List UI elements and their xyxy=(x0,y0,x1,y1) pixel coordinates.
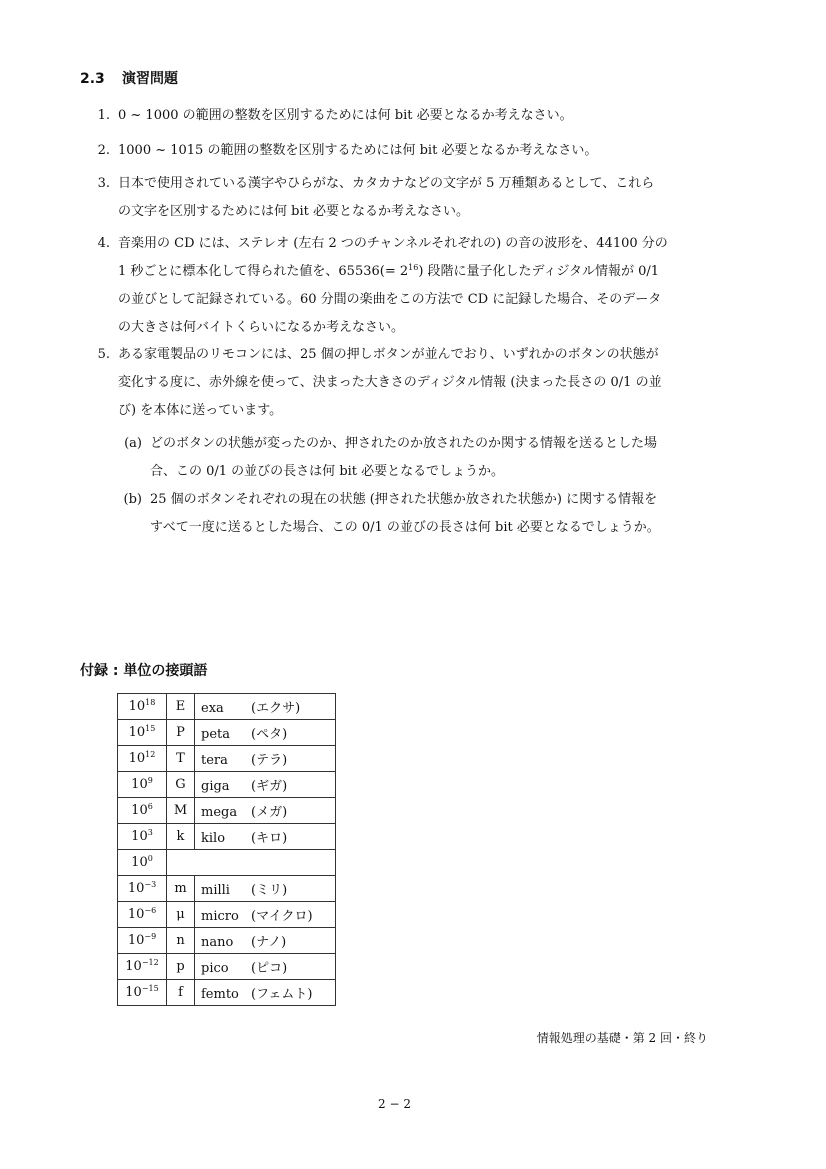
prefix-name: micro xyxy=(201,909,239,924)
exercise-text xyxy=(118,170,654,226)
prefix-power: $10^{-3}$ xyxy=(118,876,167,902)
prefix-row xyxy=(118,746,336,772)
exercise-number: 5. xyxy=(97,347,110,362)
page-number: 2 − 2 xyxy=(378,1097,411,1111)
prefix-power: $10^0$ xyxy=(118,850,167,876)
prefix-row xyxy=(118,720,336,746)
prefix-kana: (マイクロ) xyxy=(251,909,313,924)
prefix-name: exa xyxy=(201,701,224,716)
prefix-kana: (メガ) xyxy=(251,805,288,820)
prefix-symbol: E xyxy=(167,694,195,720)
subitem-text xyxy=(150,486,660,542)
exercise-number: 3. xyxy=(97,176,110,191)
section-title: 演習問題 xyxy=(122,71,178,87)
prefix-symbol: M xyxy=(167,798,195,824)
exercise-line: の並びとして記録されている。60 分間の楽曲をこの方法で CD に記録した場合、そのデータ xyxy=(118,292,662,307)
prefix-row xyxy=(118,928,336,954)
prefix-name: mega xyxy=(201,805,238,820)
prefix-row xyxy=(118,876,336,902)
prefix-row xyxy=(118,980,336,1006)
exercise-number: 2. xyxy=(97,143,110,158)
prefix-name-cell xyxy=(195,824,336,850)
prefix-name-cell xyxy=(195,798,336,824)
prefix-row xyxy=(118,772,336,798)
prefix-kana: (フェムト) xyxy=(251,987,313,1002)
prefix-name-cell xyxy=(195,902,336,928)
appendix-heading: 付録 : 単位の接頭語 xyxy=(80,663,208,679)
prefix-name-cell xyxy=(195,954,336,980)
exercise-text: 1000 ~ 1015 の範囲の整数を区別するためには何 bit 必要となるか考えなさい。 xyxy=(118,143,598,158)
prefix-empty-cell xyxy=(167,850,336,876)
subitem-label: (b) xyxy=(123,492,142,507)
prefix-name-cell xyxy=(195,980,336,1006)
prefix-kana: (ナノ) xyxy=(251,935,287,950)
prefix-name: tera xyxy=(201,753,228,768)
prefix-row xyxy=(118,954,336,980)
prefix-power: $10^3$ xyxy=(118,824,167,850)
prefix-power: $10^{-9}$ xyxy=(118,928,167,954)
prefix-kana: (エクサ) xyxy=(251,701,301,716)
prefix-power: $10^{-15}$ xyxy=(118,980,167,1006)
exercise-line: び) を本体に送っています。 xyxy=(118,403,283,418)
section-heading xyxy=(80,68,178,88)
prefix-power: $10^{15}$ xyxy=(118,720,167,746)
prefix-name: giga xyxy=(201,779,230,794)
prefix-symbol: p xyxy=(167,954,195,980)
exercise-line: の大きさは何バイトくらいになるか考えなさい。 xyxy=(118,320,405,335)
prefix-power: $10^{-6}$ xyxy=(118,902,167,928)
prefix-name: pico xyxy=(201,961,229,976)
prefix-name-cell xyxy=(195,694,336,720)
prefix-symbol: k xyxy=(167,824,195,850)
exercise-line: 日本で使用されている漢字やひらがな、カタカナなどの文字が 5 万種類あるとして、これら xyxy=(118,176,655,191)
exercise-line: 音楽用の CD には、ステレオ (左右 2 つのチャンネルそれぞれの) の音の波形を、44100 分の xyxy=(118,236,668,251)
prefix-name: nano xyxy=(201,935,234,950)
prefix-name-cell xyxy=(195,876,336,902)
prefix-row xyxy=(118,824,336,850)
prefix-symbol: μ xyxy=(167,902,195,928)
exercise-number: 4. xyxy=(97,236,110,251)
prefix-name-cell xyxy=(195,720,336,746)
subitem-text xyxy=(150,430,657,486)
exercise-line: 1 秒ごとに標本化して得られた値を、$65536(= 2^{16})$ 段階に量子化したディジタル情報が 0/1 xyxy=(118,263,660,279)
prefix-row xyxy=(118,902,336,928)
exercise-line: の文字を区別するためには何 bit 必要となるか考えなさい。 xyxy=(118,204,469,219)
prefix-name-cell xyxy=(195,772,336,798)
exercise-text xyxy=(118,341,662,425)
footer-note: 情報処理の基礎・第 2 回・終り xyxy=(536,1031,708,1045)
prefix-power: $10^{-12}$ xyxy=(118,954,167,980)
prefix-name: peta xyxy=(201,727,230,742)
prefix-name-cell xyxy=(195,746,336,772)
prefix-kana: (ギガ) xyxy=(251,779,288,794)
exercise-text xyxy=(118,230,668,342)
prefix-row xyxy=(118,798,336,824)
prefix-power: $10^{18}$ xyxy=(118,694,167,720)
prefix-name-cell xyxy=(195,928,336,954)
exercise-line: 変化する度に、赤外線を使って、決まった大きさのディジタル情報 (決まった長さの 0/1 の並 xyxy=(118,375,662,390)
prefix-row xyxy=(118,694,336,720)
exercise-number: 1. xyxy=(97,108,110,123)
subitem-line: どのボタンの状態が変ったのか、押されたのか放されたのか関する情報を送るとした場 xyxy=(150,436,658,451)
prefix-power: $10^9$ xyxy=(118,772,167,798)
prefix-symbol: n xyxy=(167,928,195,954)
prefix-symbol: f xyxy=(167,980,195,1006)
prefix-kana: (ミリ) xyxy=(251,883,288,898)
section-number: 2.3 xyxy=(80,71,105,87)
exercise-text: 0 ~ 1000 の範囲の整数を区別するためには何 bit 必要となるか考えなさい。 xyxy=(118,108,573,123)
prefix-kana: (ピコ) xyxy=(251,961,288,976)
prefix-table xyxy=(117,693,336,1006)
prefix-name: kilo xyxy=(201,831,226,846)
exercise-line: ある家電製品のリモコンには、25 個の押しボタンが並んでおり、いずれかのボタンの状態が xyxy=(118,347,659,362)
prefix-symbol: m xyxy=(167,876,195,902)
prefix-symbol: G xyxy=(167,772,195,798)
prefix-kana: (キロ) xyxy=(251,831,288,846)
prefix-row xyxy=(118,850,336,876)
subitem-line: すべて一度に送るとした場合、この 0/1 の並びの長さは何 bit 必要となるでしょうか。 xyxy=(150,520,660,535)
prefix-power: $10^{12}$ xyxy=(118,746,167,772)
subitem-label: (a) xyxy=(124,436,142,451)
subitem-line: 合、この 0/1 の並びの長さは何 bit 必要となるでしょうか。 xyxy=(150,464,505,479)
subitem-line: 25 個のボタンそれぞれの現在の状態 (押された状態か放された状態か) に関する情報を xyxy=(150,492,658,507)
prefix-kana: (テラ) xyxy=(251,753,288,768)
prefix-symbol: P xyxy=(167,720,195,746)
prefix-symbol: T xyxy=(167,746,195,772)
prefix-kana: (ペタ) xyxy=(251,727,288,742)
prefix-name: femto xyxy=(201,987,239,1002)
prefix-name: milli xyxy=(201,883,230,898)
prefix-power: $10^6$ xyxy=(118,798,167,824)
